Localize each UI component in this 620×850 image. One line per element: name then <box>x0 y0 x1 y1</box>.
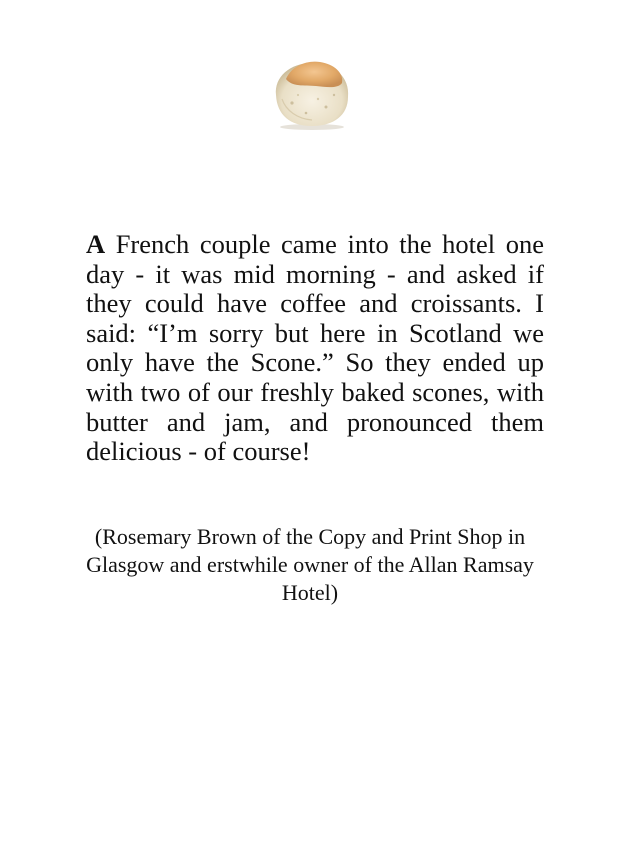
story-initial: A <box>86 229 106 259</box>
scone-image <box>268 55 354 131</box>
attribution-text: (Rosemary Brown of the Copy and Print Shop in Glasgow and erstwhile owner of the Allan Ramsay Hotel) <box>86 524 534 605</box>
story-paragraph <box>86 230 544 467</box>
story-text: French couple came into the hotel one day - it was mid morning - and asked if they could have coffee and croissants. I said: “I’m sorry but here in Scotland we only have the Scone.” So they ended up with two of our freshly baked scones, with butter and jam, and pronounced them delicious - of course! <box>86 229 544 467</box>
